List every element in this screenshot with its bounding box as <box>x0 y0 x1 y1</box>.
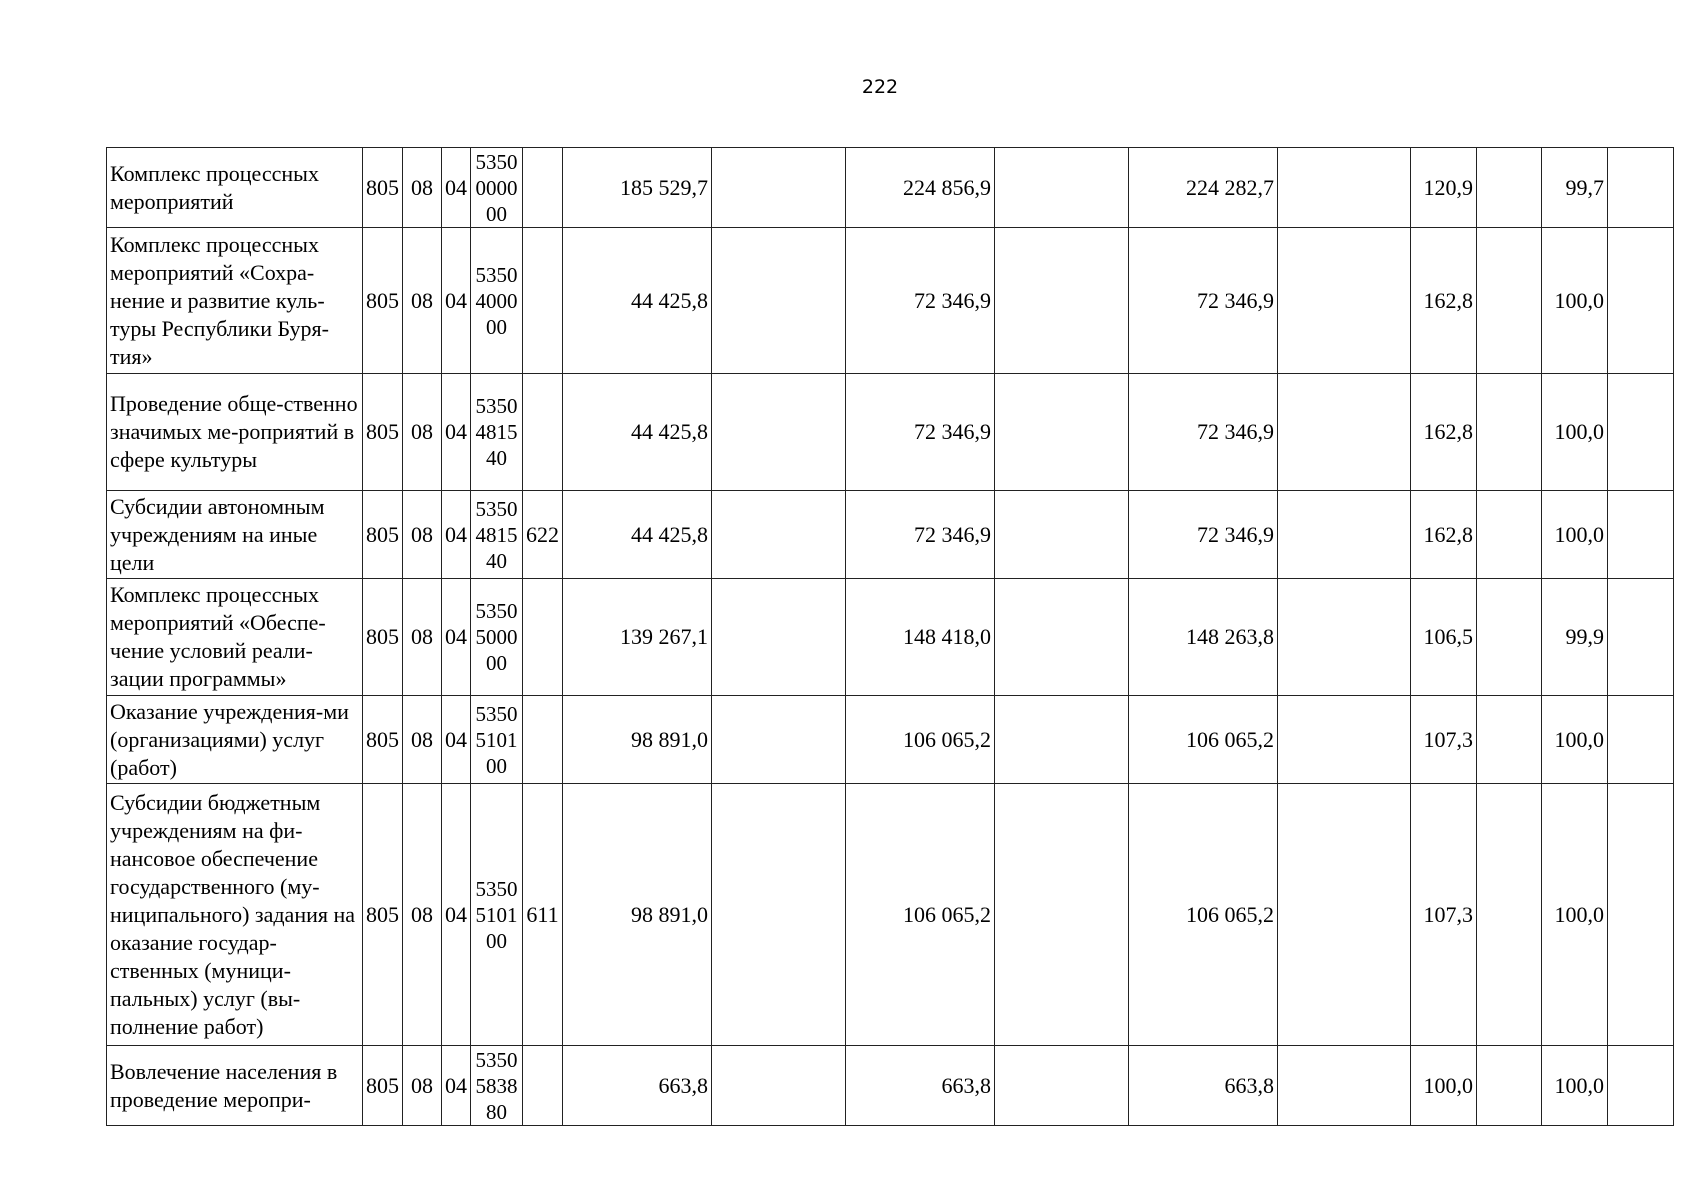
empty-cell <box>712 696 846 784</box>
table-row <box>107 491 1674 579</box>
subsection-code-cell: 04 <box>442 696 471 784</box>
target-article-cell <box>471 696 523 784</box>
subsection-code-cell: 04 <box>442 228 471 374</box>
target-article-cell <box>471 491 523 579</box>
page-number: 222 <box>861 76 899 98</box>
empty-cell <box>1278 374 1411 491</box>
target-article-part: 4815 <box>475 522 518 547</box>
empty-cell <box>1477 374 1542 491</box>
ministry-code-cell: 805 <box>363 696 403 784</box>
target-article-part: 40 <box>486 548 507 573</box>
empty-cell <box>1608 491 1674 579</box>
percent-refined-cell: 100,0 <box>1542 374 1608 491</box>
executed-cell: 72 346,9 <box>1129 374 1278 491</box>
target-article-part: 5101 <box>475 727 518 752</box>
target-article-part: 00 <box>486 928 507 953</box>
empty-cell <box>712 491 846 579</box>
expense-type-cell <box>523 374 563 491</box>
empty-cell <box>1608 374 1674 491</box>
approved-plan-cell: 663,8 <box>563 1046 712 1126</box>
percent-approved-cell: 120,9 <box>1411 148 1477 228</box>
target-article-part: 5350 <box>475 876 518 901</box>
section-code-cell: 08 <box>403 148 442 228</box>
percent-approved-cell: 162,8 <box>1411 491 1477 579</box>
executed-cell: 663,8 <box>1129 1046 1278 1126</box>
section-code-cell: 08 <box>403 374 442 491</box>
expense-type-cell: 611 <box>523 784 563 1046</box>
empty-cell <box>1608 228 1674 374</box>
target-article-part: 00 <box>486 201 507 226</box>
refined-plan-cell: 663,8 <box>846 1046 995 1126</box>
ministry-code-cell: 805 <box>363 491 403 579</box>
item-name-cell: Субсидии бюджетным учреждениям на фи-нансовое обеспечение государственного (му-ниципального) задания на оказание государ-ственных (муници-пальных) услуг (вы-полнение работ) <box>107 784 363 1046</box>
expense-type-cell <box>523 696 563 784</box>
target-article-part: 5000 <box>475 625 518 649</box>
budget-table <box>106 147 1674 1126</box>
subsection-code-cell: 04 <box>442 579 471 696</box>
empty-cell <box>1477 579 1542 696</box>
empty-cell <box>1608 696 1674 784</box>
empty-cell <box>1608 148 1674 228</box>
refined-plan-cell: 72 346,9 <box>846 228 995 374</box>
empty-cell <box>995 1046 1129 1126</box>
expense-type-cell <box>523 148 563 228</box>
empty-cell <box>1278 696 1411 784</box>
target-article-part: 5101 <box>475 902 518 927</box>
approved-plan-cell: 98 891,0 <box>563 696 712 784</box>
approved-plan-cell: 139 267,1 <box>563 579 712 696</box>
target-article-part: 5350 <box>475 149 518 174</box>
target-article-cell <box>471 784 523 1046</box>
empty-cell <box>1477 491 1542 579</box>
table-row <box>107 579 1674 696</box>
target-article-part: 40 <box>486 446 507 470</box>
refined-plan-cell: 106 065,2 <box>846 696 995 784</box>
ministry-code-cell: 805 <box>363 1046 403 1126</box>
target-article-part: 5838 <box>475 1073 518 1098</box>
subsection-code-cell: 04 <box>442 784 471 1046</box>
item-name-cell: Комплекс процессных мероприятий «Обеспе-чение условий реали-зации программы» <box>107 579 363 696</box>
target-article-cell <box>471 1046 523 1126</box>
table-row <box>107 228 1674 374</box>
table-body <box>107 148 1674 1126</box>
ministry-code-cell: 805 <box>363 784 403 1046</box>
percent-approved-cell: 106,5 <box>1411 579 1477 696</box>
percent-refined-cell: 100,0 <box>1542 1046 1608 1126</box>
section-code-cell: 08 <box>403 579 442 696</box>
item-name-cell: Проведение обще-ственно значимых ме-роприятий в сфере культуры <box>107 374 363 491</box>
table-row <box>107 696 1674 784</box>
empty-cell <box>995 784 1129 1046</box>
table-row <box>107 784 1674 1046</box>
item-name-cell: Вовлечение населения в проведение меропри- <box>107 1046 363 1126</box>
target-article-part: 00 <box>486 651 507 675</box>
empty-cell <box>1477 784 1542 1046</box>
percent-refined-cell: 99,9 <box>1542 579 1608 696</box>
table-row <box>107 148 1674 228</box>
percent-approved-cell: 162,8 <box>1411 228 1477 374</box>
empty-cell <box>1278 784 1411 1046</box>
refined-plan-cell: 72 346,9 <box>846 491 995 579</box>
refined-plan-cell: 148 418,0 <box>846 579 995 696</box>
target-article-part: 4815 <box>475 420 518 444</box>
approved-plan-cell: 44 425,8 <box>563 228 712 374</box>
empty-cell <box>1278 148 1411 228</box>
target-article-part: 5350 <box>475 262 518 287</box>
empty-cell <box>1278 579 1411 696</box>
target-article-part: 5350 <box>475 496 518 521</box>
target-article-cell <box>471 228 523 374</box>
empty-cell <box>1608 784 1674 1046</box>
approved-plan-cell: 44 425,8 <box>563 374 712 491</box>
empty-cell <box>995 374 1129 491</box>
executed-cell: 106 065,2 <box>1129 696 1278 784</box>
subsection-code-cell: 04 <box>442 374 471 491</box>
empty-cell <box>1477 1046 1542 1126</box>
empty-cell <box>1278 228 1411 374</box>
target-article-cell <box>471 579 523 696</box>
target-article-part: 5350 <box>475 701 518 726</box>
percent-approved-cell: 100,0 <box>1411 1046 1477 1126</box>
item-name-cell: Комплекс процессных мероприятий <box>107 148 363 228</box>
section-code-cell: 08 <box>403 228 442 374</box>
percent-refined-cell: 100,0 <box>1542 228 1608 374</box>
empty-cell <box>1608 579 1674 696</box>
subsection-code-cell: 04 <box>442 148 471 228</box>
empty-cell <box>995 696 1129 784</box>
executed-cell: 224 282,7 <box>1129 148 1278 228</box>
subsection-code-cell: 04 <box>442 1046 471 1126</box>
refined-plan-cell: 72 346,9 <box>846 374 995 491</box>
target-article-cell <box>471 374 523 491</box>
table-row <box>107 374 1674 491</box>
section-code-cell: 08 <box>403 1046 442 1126</box>
target-article-part: 4000 <box>475 288 518 313</box>
ministry-code-cell: 805 <box>363 148 403 228</box>
target-article-part: 0000 <box>475 175 518 200</box>
executed-cell: 106 065,2 <box>1129 784 1278 1046</box>
approved-plan-cell: 185 529,7 <box>563 148 712 228</box>
percent-approved-cell: 107,3 <box>1411 784 1477 1046</box>
executed-cell: 148 263,8 <box>1129 579 1278 696</box>
target-article-part: 5350 <box>475 1047 518 1072</box>
percent-refined-cell: 100,0 <box>1542 696 1608 784</box>
executed-cell: 72 346,9 <box>1129 228 1278 374</box>
approved-plan-cell: 44 425,8 <box>563 491 712 579</box>
empty-cell <box>712 228 846 374</box>
empty-cell <box>995 491 1129 579</box>
empty-cell <box>712 1046 846 1126</box>
section-code-cell: 08 <box>403 696 442 784</box>
refined-plan-cell: 106 065,2 <box>846 784 995 1046</box>
item-name-cell: Оказание учреждения-ми (организациями) услуг (работ) <box>107 696 363 784</box>
target-article-part: 00 <box>486 314 507 339</box>
percent-refined-cell: 100,0 <box>1542 491 1608 579</box>
empty-cell <box>712 579 846 696</box>
percent-approved-cell: 162,8 <box>1411 374 1477 491</box>
table-row <box>107 1046 1674 1126</box>
ministry-code-cell: 805 <box>363 228 403 374</box>
executed-cell: 72 346,9 <box>1129 491 1278 579</box>
refined-plan-cell: 224 856,9 <box>846 148 995 228</box>
empty-cell <box>712 374 846 491</box>
percent-approved-cell: 107,3 <box>1411 696 1477 784</box>
empty-cell <box>995 148 1129 228</box>
subsection-code-cell: 04 <box>442 491 471 579</box>
empty-cell <box>1278 1046 1411 1126</box>
expense-type-cell <box>523 579 563 696</box>
approved-plan-cell: 98 891,0 <box>563 784 712 1046</box>
expense-type-cell <box>523 228 563 374</box>
section-code-cell: 08 <box>403 491 442 579</box>
target-article-part: 00 <box>486 753 507 778</box>
empty-cell <box>712 784 846 1046</box>
empty-cell <box>1278 491 1411 579</box>
empty-cell <box>995 228 1129 374</box>
empty-cell <box>995 579 1129 696</box>
ministry-code-cell: 805 <box>363 579 403 696</box>
ministry-code-cell: 805 <box>363 374 403 491</box>
target-article-cell <box>471 148 523 228</box>
expense-type-cell: 622 <box>523 491 563 579</box>
empty-cell <box>1477 696 1542 784</box>
empty-cell <box>1477 228 1542 374</box>
percent-refined-cell: 99,7 <box>1542 148 1608 228</box>
target-article-part: 80 <box>486 1099 507 1124</box>
empty-cell <box>712 148 846 228</box>
item-name-cell: Субсидии автономным учреждениям на иные цели <box>107 491 363 579</box>
expense-type-cell <box>523 1046 563 1126</box>
empty-cell <box>1608 1046 1674 1126</box>
percent-refined-cell: 100,0 <box>1542 784 1608 1046</box>
target-article-part: 5350 <box>475 394 518 418</box>
section-code-cell: 08 <box>403 784 442 1046</box>
empty-cell <box>1477 148 1542 228</box>
target-article-part: 5350 <box>475 599 518 623</box>
item-name-cell: Комплекс процессных мероприятий «Сохра-нение и развитие куль-туры Республики Буря-тия» <box>107 228 363 374</box>
